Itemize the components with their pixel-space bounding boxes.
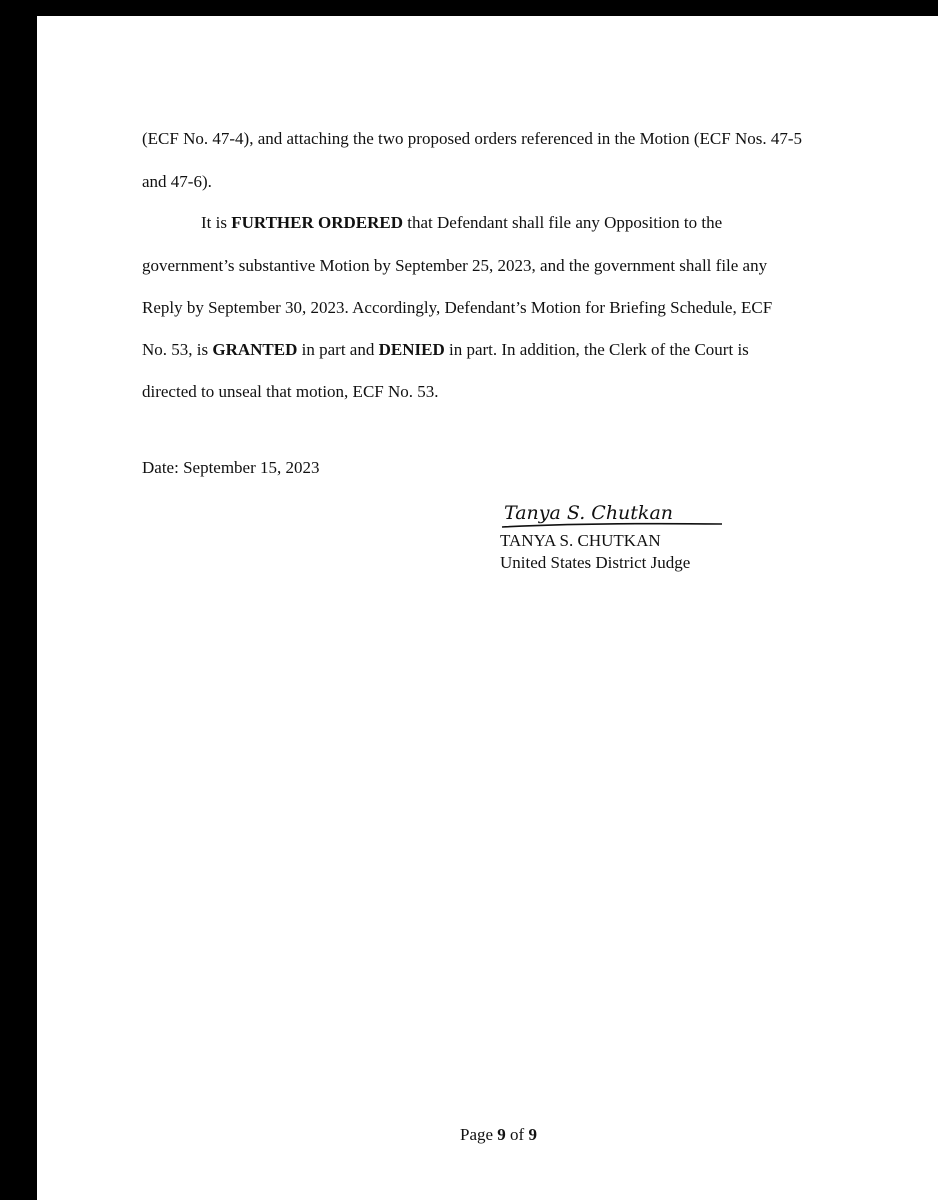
text: It is: [201, 213, 232, 232]
paragraph-2-line-3: [142, 298, 772, 318]
emphasis-further-ordered: FURTHER ORDERED: [231, 213, 404, 232]
signature-handwriting: Tanya S. Chutkan: [504, 502, 674, 524]
emphasis-granted: GRANTED: [212, 340, 298, 359]
text: of: [505, 1125, 529, 1144]
text: Page: [460, 1125, 498, 1144]
paragraph-2-line-5: [142, 382, 439, 402]
document-page: [37, 16, 938, 1200]
page-number: [460, 1125, 537, 1145]
emphasis-denied: DENIED: [378, 340, 445, 359]
signer-name: [500, 531, 661, 551]
text: TANYA S. CHUTKAN: [500, 531, 661, 550]
text: in part. In addition, the Clerk of the Court is: [444, 340, 749, 359]
text: that Defendant shall file any Opposition to the: [403, 213, 723, 232]
text: United States District Judge: [500, 553, 691, 572]
paragraph-1-line-2: [142, 172, 212, 192]
signer-title: [500, 553, 690, 573]
paragraph-2-line-4: [142, 340, 749, 360]
text: government’s substantive Motion by September 25, 2023, and the government shall file any: [142, 256, 768, 275]
text: Reply by September 30, 2023. Accordingly, Defendant’s Motion for Briefing Schedule, ECF: [142, 298, 773, 317]
text: (ECF No. 47-4), and attaching the two proposed orders referenced in the Motion (ECF Nos. 47-5: [142, 129, 803, 148]
page-total: 9: [528, 1125, 537, 1144]
text: in part and: [297, 340, 379, 359]
paragraph-2-line-2: [142, 256, 767, 276]
text: directed to unseal that motion, ECF No. 53.: [142, 382, 439, 401]
paragraph-2-line-1: [201, 213, 722, 233]
text: No. 53, is: [142, 340, 213, 359]
page-current: 9: [497, 1125, 506, 1144]
date-line: [142, 458, 320, 478]
text: and 47-6).: [142, 172, 212, 191]
text: Date: September 15, 2023: [142, 458, 320, 477]
signature-underline: [502, 524, 722, 527]
paragraph-1-line-1: [142, 129, 802, 149]
